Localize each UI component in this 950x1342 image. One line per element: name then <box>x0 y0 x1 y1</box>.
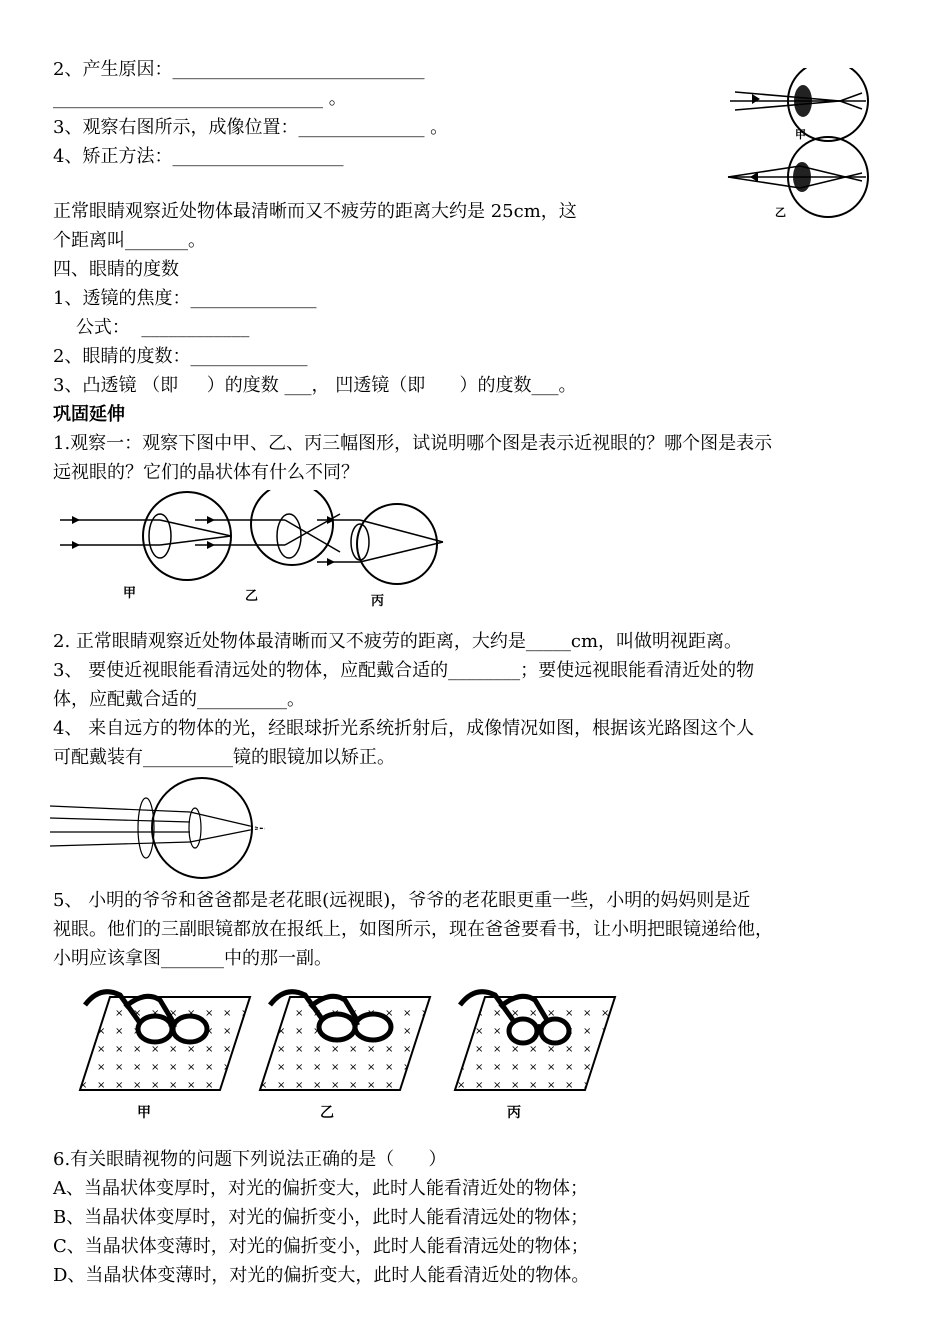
line-correction: 4、矫正方法：___________________ <box>53 146 344 167</box>
question-3-line-1: 3、 要使近视眼能看清远处的物体，应配戴合适的________；要使远视眼能看清近处的物 <box>53 660 755 681</box>
question-2: 2. 正常眼睛观察近处物体最清晰而又不疲劳的距离，大约是_____cm，叫做明视距离。 <box>53 631 743 652</box>
three-eyes-figure <box>55 490 455 615</box>
right-eye-figure <box>725 68 885 218</box>
option-c: C、当晶状体变薄时，对光的偏折变小，此时人能看清远处的物体； <box>53 1236 589 1257</box>
question-5-line-2: 视眼。他们的三副眼镜都放在报纸上，如图所示，现在爸爸要看书，让小明把眼镜递给他， <box>53 919 773 940</box>
question-4-line-1: 4、 来自远方的物体的光，经眼球折光系统折射后，成像情况如图，根据该光路图这个人 <box>53 718 755 739</box>
glasses-figure <box>75 985 635 1125</box>
option-a: A、当晶状体变厚时，对光的偏折变大，此时人能看清近处的物体； <box>53 1178 588 1199</box>
line-focal-power: 1、透镜的焦度：______________ <box>53 288 317 309</box>
question-1-line-1: 1.观察一：观察下图中甲、乙、丙三幅图形，试说明哪个图是表示近视眼的？哪个图是表示 <box>53 433 773 454</box>
q4-eye-figure <box>50 772 280 882</box>
line-eye-degree: 2、眼睛的度数：_____________ <box>53 346 308 367</box>
question-4-line-2: 可配戴装有__________镜的眼镜加以矫正。 <box>53 747 395 768</box>
question-1-line-2: 远视眼的？它们的晶状体有什么不同？ <box>53 462 359 483</box>
label-eye-bing: 丙 <box>371 594 385 609</box>
option-d: D、当晶状体变薄时，对光的偏折变大，此时人能看清近处的物体。 <box>53 1265 590 1286</box>
question-3-line-2: 体，应配戴合适的__________。 <box>53 689 305 710</box>
eye-diagram-yi <box>728 137 868 217</box>
section-eye-degree: 四、眼睛的度数 <box>53 259 179 280</box>
label-glasses-yi: 乙 <box>320 1105 334 1121</box>
line-normal-eye: 正常眼睛观察近处物体最清晰而又不疲劳的距离大约是 25cm，这 <box>53 201 577 222</box>
option-b: B、当晶状体变厚时，对光的偏折变小，此时人能看清远处的物体； <box>53 1207 589 1228</box>
line-image-position: 3、观察右图所示，成像位置：______________ 。 <box>53 117 449 138</box>
line-lens-degree: 3、凸透镜 （即 ）的度数 ___， 凹透镜（即 ）的度数___。 <box>53 375 577 396</box>
question-5-line-3: 小明应该拿图_______中的那一副。 <box>53 948 332 969</box>
question-5-line-1: 5、 小明的爷爷和爸爸都是老花眼(远视眼)，爷爷的老花眼更重一些，小明的妈妈则是近 <box>53 890 751 911</box>
glasses-bing <box>455 992 615 1090</box>
glasses-jia <box>80 992 250 1090</box>
line-cause: 2、产生原因：____________________________ <box>53 59 425 80</box>
question-6: 6.有关眼睛视物的问题下列说法正确的是（ ） <box>53 1149 447 1170</box>
heading-consolidate: 巩固延伸 <box>53 404 125 425</box>
line-formula: 公式： ____________ <box>53 317 250 338</box>
line-cause-blank: ______________________________ 。 <box>53 88 347 109</box>
label-eye-jia: 甲 <box>123 586 137 601</box>
eye-yi <box>195 490 340 565</box>
label-glasses-jia: 甲 <box>137 1105 151 1121</box>
line-distance-name: 个距离叫_______。 <box>53 230 206 251</box>
label-right-bottom: 乙 <box>775 206 786 218</box>
label-eye-yi: 乙 <box>245 589 259 604</box>
eye-jia <box>60 492 231 580</box>
label-right-top: 甲 <box>795 128 806 141</box>
label-glasses-bing: 丙 <box>507 1105 521 1121</box>
glasses-yi <box>260 992 430 1090</box>
